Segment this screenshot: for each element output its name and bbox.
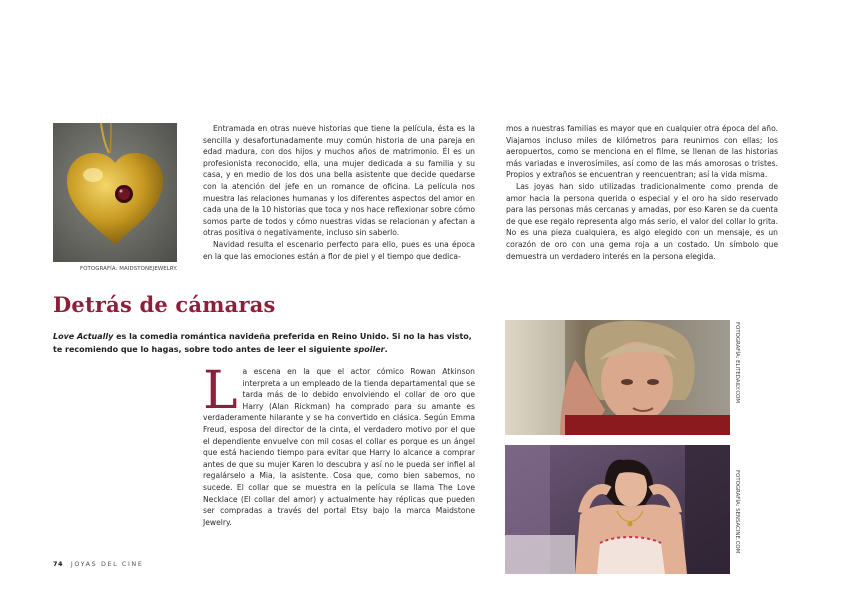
section-intro — [53, 331, 483, 356]
film-still-2-credit: FOTOGRAFÍA: SENSACINE.COM — [734, 470, 740, 554]
intro-spoiler: spoiler — [353, 344, 385, 354]
intro-end: . — [384, 344, 388, 354]
paragraph: mos a nuestras familias es mayor que en cualquier otra época del año. Viajamos incluso miles de kilómetros para reunirnos con ellas; los aeropuertos, como se menciona en el filme, se llenan de las historias más variadas e inverosímiles, así como de las más amorosas o tristes. Propios y extraños se encuentran y reencuentran; así la vida misma. — [506, 124, 778, 180]
page-number: 74 — [53, 560, 63, 568]
intro-film-title: Love Actually — [53, 332, 114, 341]
top-column-2 — [506, 123, 778, 262]
paragraph: Navidad resulta el escenario perfecto para ello, pues es una época en la que las emociones están a flor de piel y el tiempo que dedica- — [203, 239, 475, 261]
film-still-1-image — [505, 320, 730, 435]
drop-cap: L — [203, 361, 238, 421]
film-still-2 — [505, 445, 730, 574]
body-paragraph — [203, 361, 475, 528]
section-body — [203, 361, 475, 528]
section-heading: Detrás de cámaras — [53, 292, 276, 317]
intro-text: es la comedia romántica navideña preferida en Reino Unido. Si no la has visto, te recomiendo que lo hagas, sobre todo antes de leer el siguiente — [53, 332, 472, 354]
heart-pendant-image — [53, 123, 177, 262]
film-still-1-credit: FOTOGRAFÍA: ELITEDAILY.COM — [734, 322, 740, 403]
top-column-1 — [203, 123, 475, 262]
section-name: JOYAS DEL CINE — [70, 560, 144, 568]
paragraph: Las joyas han sido utilizadas tradicionalmente como prenda de amor hacia la persona querida o especial y el oro ha sido reservado para las personas más cercanas y amadas, por eso Karen se da cuenta de que ese regalo representa algo más serio, el valor del collar lo grita. No es una pieza cualquiera, es algo elegido con un mensaje, es un corazón de oro con una gema roja a un costado. Un símbolo que demuestra un verdadero interés en la persona elegida. — [506, 181, 778, 261]
body-text: a escena en la que el actor cómico Rowan Atkinson interpreta a un empleado de la tienda departamental que se tarda más de lo debido envolviendo el collar de oro que Harry (Alan Rickman) ha comprado para su amante es verdaderamente hilarante y se ha convertido en clásica. Según Emma Freud, esposa del director de la cinta, el verdadero motivo por el que el dependiente envuelve con mil cosas el collar es porque es un ángel que está haciendo tiempo para evitar que Harry lo alcance a comprar antes de que su mujer Karen lo descubra y así no le pueda ser infiel al regalárselo a Mia, la asistente. Cosa que, como bien sabemos, no sucede. El collar que se muestra en la película se llama The Love Necklace (El collar del amor) y actualmente hay réplicas que pueden ser compradas a través del portal Etsy bajo la marca Maidstone Jewelry. — [203, 367, 475, 527]
pendant-photo — [53, 123, 177, 262]
pendant-photo-caption: FOTOGRAFÍA: MAIDSTONEJEWELRY. — [80, 266, 178, 272]
film-still-1 — [505, 320, 730, 435]
paragraph: Entramada en otras nueve historias que tiene la película, ésta es la sencilla y desafortunadamente muy común historia de una pareja en edad madura, con dos hijos y muchos años de matrimonio. Él es un profesionista reconocido, ella, una mujer dedicada a su familia y su casa, y en medio de los dos una bella asistente que decide quedarse con la atención del jefe en un romance de oficina. La película nos muestra las relaciones humanas y los diferentes aspectos del amor en cada una de la 10 historias que toca y nos hace reflexionar sobre cómo somos parte de todos y cómo nuestras vidas se relacionan y afectan a otras positiva o negativamente, incluso sin saberlo. — [203, 124, 475, 238]
page-footer — [53, 560, 143, 568]
film-still-2-image — [505, 445, 730, 574]
